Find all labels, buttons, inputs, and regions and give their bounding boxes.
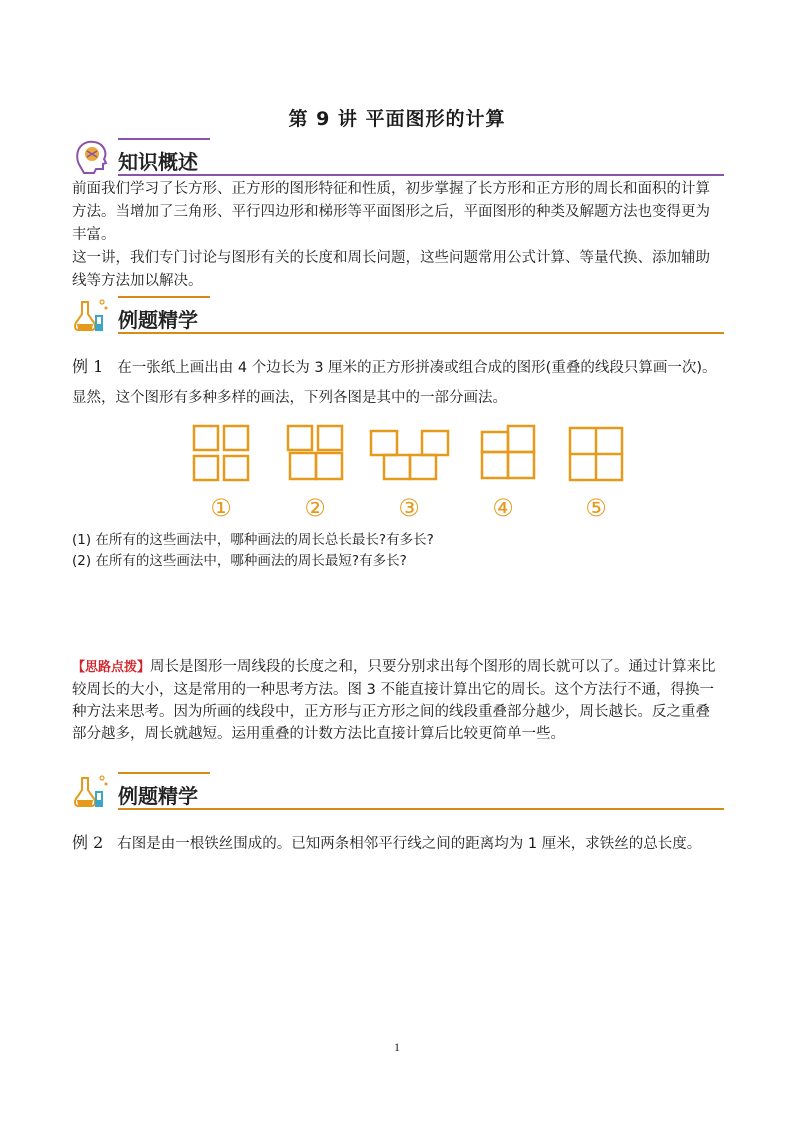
question-2: (2) 在所有的这些画法中，哪种画法的周长最短?有多长? <box>72 553 407 569</box>
section-header-examples-1 <box>72 294 724 334</box>
hint-text: 周长是图形一周线段的长度之和，只要分别求出每个图形的周长就可以了。通过计算来比较周长的大小，这是常用的一种思考方法。图 3 不能直接计算出它的周长。这个方法行不通，得换一种方法来思考。因为所画的线段中，正方形与正方形之间的线段重叠部分越少，周长越长。反之重叠部分越多，周长就越短。运用重叠的计数方法比直接计算后比较更简单一些。 <box>72 659 716 742</box>
section-label: 例题精学 <box>118 784 198 808</box>
figure-label-3: ③ <box>398 494 420 522</box>
figure-label-2: ② <box>304 494 326 522</box>
section-rule <box>118 808 724 810</box>
example-number: 例 2 <box>72 833 104 852</box>
figure-label-5: ⑤ <box>585 494 607 522</box>
page-number: 1 <box>394 1040 400 1054</box>
example-1-questions <box>72 530 434 572</box>
section-label: 知识概述 <box>118 150 198 174</box>
lab-flask-icon <box>72 770 112 810</box>
page-title: 第 9 讲 平面图形的计算 <box>288 108 506 130</box>
section-accent-bar <box>118 772 210 774</box>
section-accent-bar <box>118 296 210 298</box>
square-arrangements-figure <box>180 420 640 526</box>
section-header-overview <box>72 136 724 176</box>
brain-head-icon <box>72 136 112 176</box>
figure-5 <box>570 428 622 480</box>
figure-3 <box>371 431 448 479</box>
example-1 <box>72 352 724 413</box>
overview-paragraph-2: 这一讲，我们专门讨论与图形有关的长度和周长问题，这些问题常用公式计算、等量代换、添加辅助线等方法加以解决。 <box>72 250 710 289</box>
example-2 <box>72 828 724 859</box>
question-1: (1) 在所有的这些画法中，哪种画法的周长总长最长?有多长? <box>72 532 434 548</box>
section-accent-bar <box>118 138 210 140</box>
hint-paragraph <box>72 656 724 745</box>
section-rule <box>118 332 724 334</box>
example-number: 例 1 <box>72 357 104 376</box>
overview-paragraph-1: 前面我们学习了长方形、正方形的图形特征和性质，初步掌握了长方形和正方形的周长和面积的计算方法。当增加了三角形、平行四边形和梯形等平面图形之后，平面图形的种类及解题方法也变得更为丰富。 <box>72 181 710 243</box>
figure-2 <box>288 426 342 479</box>
example-text: 在一张纸上画出由 4 个边长为 3 厘米的正方形拼凑或组合成的图形(重叠的线段只算画一次)。显然，这个图形有多种多样的画法，下列各图是其中的一部分画法。 <box>72 360 717 406</box>
section-header-examples-2 <box>72 770 724 810</box>
section-label: 例题精学 <box>118 308 198 332</box>
lab-flask-icon <box>72 294 112 334</box>
figure-label-4: ④ <box>492 494 514 522</box>
section-rule <box>118 174 724 176</box>
example-text: 右图是由一根铁丝围成的。已知两条相邻平行线之间的距离均为 1 厘米，求铁丝的总长度。 <box>117 836 702 852</box>
hint-tag: 【思路点拨】 <box>72 660 151 675</box>
figure-1 <box>194 426 248 480</box>
figure-label-1: ① <box>210 494 232 522</box>
figure-4 <box>482 426 534 478</box>
